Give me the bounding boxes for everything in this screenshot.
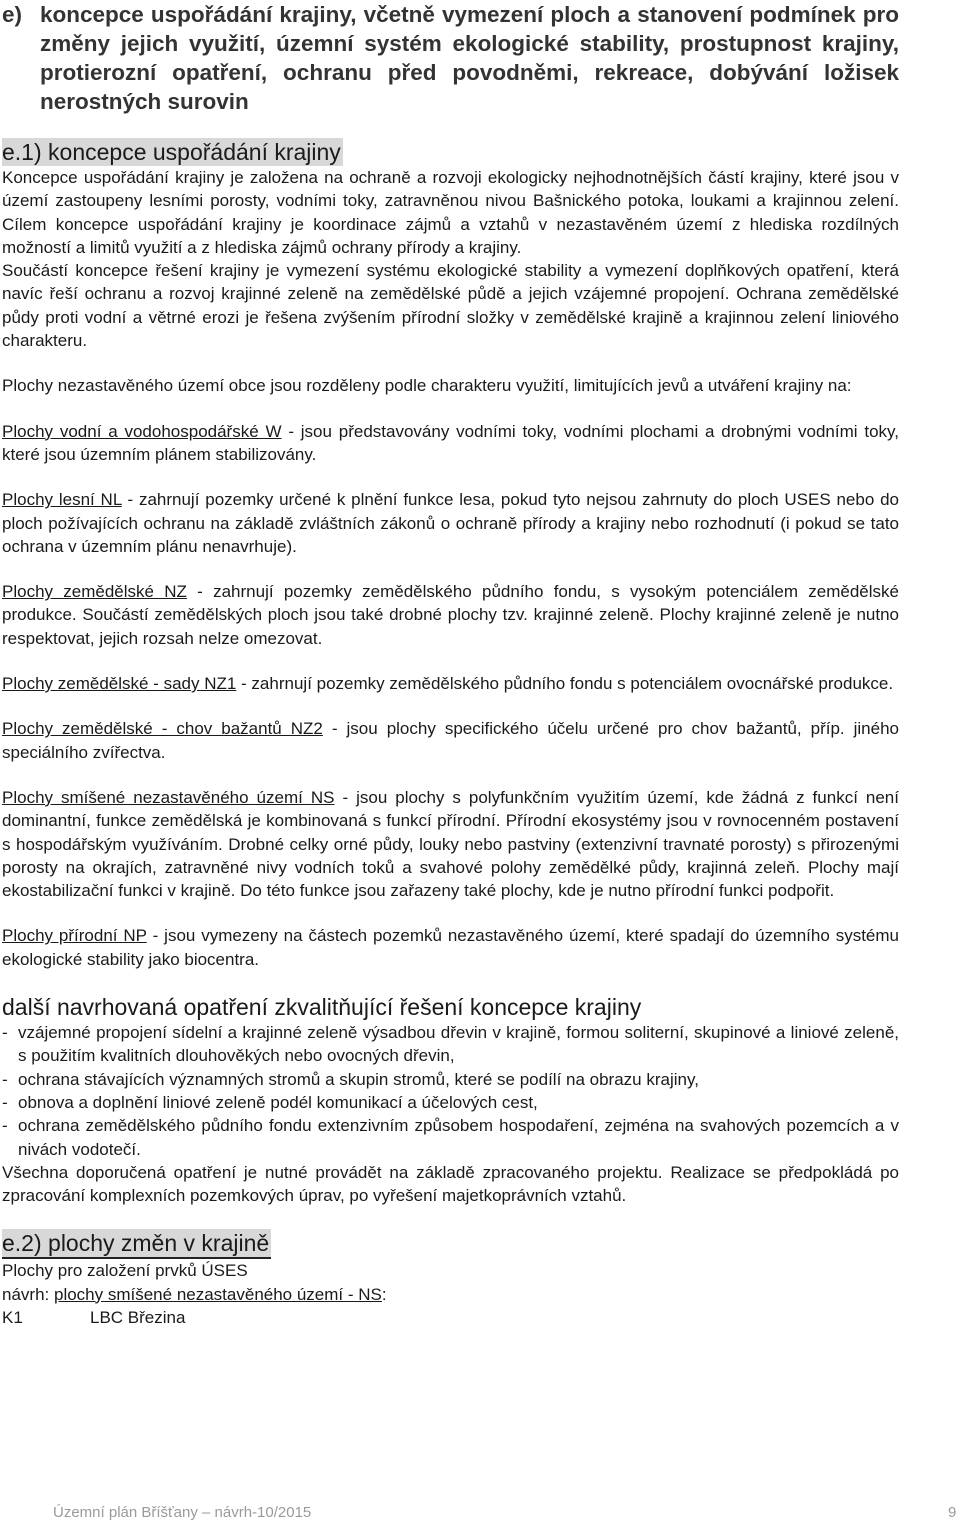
dash-bullet: -	[2, 1116, 8, 1136]
list-item: - ochrana zemědělského půdního fondu extenzivním způsobem hospodaření, zejména na svahových pozemcích a v nivách vodotečí.	[2, 1116, 899, 1159]
uses-line: Plochy pro založení prvků ÚSES	[2, 1261, 248, 1281]
paragraph: Plochy nezastavěného území obce jsou rozděleny podle charakteru využití, limitujících jevů a utváření krajiny na:	[2, 376, 852, 396]
dash-bullet: -	[2, 1092, 8, 1112]
paragraph: Koncepce uspořádání krajiny je založena na ochraně a rozvoji ekologicky nejhodnotnějších částí krajiny, které jsou v území zastoupeny lesními porosty, vodními toky, zatravněnou nivou Bašnického potoka, loukami a krajinnou zelení. Cílem koncepce uspořádání krajiny je koordinace zájmů a vztahů v nezastavěném území z hlediska rozdílných možností a limitů využití a z hlediska zájmů ochrany přírody a krajiny.	[2, 168, 899, 257]
plochy-ns-paragraph: Plochy smíšené nezastavěného území NS - jsou plochy s polyfunkčním využitím území, kde žádná z funkcí není dominantní, funkce zemědělská je kombinovaná s funkcí přírodní. Přírodní ekosystémy jsou v rovnocenném postavení s hospodářským využíváním. Drobné celky orné půdy, louky nebo pastviny (extenzivní travnaté porosty) s přirozenými porosty na okrajích, zatravněné nivy vodních toků a svahové polohy zemědělké půdy, krajinná zeleň. Plochy mají ekostabilizační funkci v krajině. Do této funkce jsou zařazeny také plochy, kde je nutno přírodní funkci podpořit.	[2, 787, 899, 901]
change-text: LBC Březina	[90, 1307, 186, 1327]
chapter-title: koncepce uspořádání krajiny, včetně vymezení ploch a stanovení podmínek pro změny jejich využití, územní systém ekologické stability, prostupnost krajiny, protierozní opatření, ochranu před povodněmi, rekreace, dobývání ložisek nerostných surovin	[40, 2, 899, 114]
measures-section	[2, 993, 899, 1207]
change-row	[2, 1306, 899, 1329]
page-number: 9	[948, 1504, 957, 1521]
plochy-nz-label: Plochy zemědělské NZ	[2, 582, 187, 602]
list-item: - obnova a doplnění liniové zeleně podél komunikací a účelových cest,	[2, 1091, 899, 1114]
footer-text: Územní plán Bříšťany – návrh-10/2015	[53, 1504, 312, 1521]
measures-heading: další navrhovaná opatření zkvalitňující řešení koncepce krajiny	[2, 994, 642, 1021]
plochy-nz2-paragraph: Plochy zemědělské - chov bažantů NZ2 - jsou plochy specifického účelu určené pro chov bažantů, příp. jiného speciálního zvířectva.	[2, 719, 899, 762]
plochy-nz1-paragraph: Plochy zemědělské - sady NZ1 - zahrnují pozemky zemědělského půdního fondu s potenciálem ovocnářské produkce.	[2, 674, 894, 694]
list-item: - vzájemné propojení sídelní a krajinné zeleně výsadbou dřevin v krajině, formou soliterní, skupinové a liniové zeleně, s použitím kvalitních dlouhověkých nebo ovocných dřevin,	[2, 1023, 899, 1066]
dash-bullet: -	[2, 1069, 8, 1089]
plochy-ns-label: Plochy smíšené nezastavěného území NS	[2, 787, 335, 807]
measures-list	[2, 1021, 899, 1161]
change-code: K1	[2, 1307, 23, 1327]
plochy-nl-label: Plochy lesní NL	[2, 490, 122, 510]
page-footer	[0, 1504, 960, 1526]
document-page	[2, 0, 899, 1329]
section-heading-e2: e.2) plochy změn v krajině	[2, 1229, 271, 1259]
proposal-link: plochy smíšené nezastavěného území - NS	[53, 1284, 382, 1304]
plochy-np-label: Plochy přírodní NP	[2, 926, 147, 946]
plochy-nz1-label: Plochy zemědělské - sady NZ1	[2, 674, 237, 694]
plochy-nz2-label: Plochy zemědělské - chov bažantů NZ2	[2, 719, 323, 739]
paragraph: Součástí koncepce řešení krajiny je vymezení systému ekologické stability a vymezení doplňkových opatření, která navíc řeší ochranu a rozvoj krajinné zeleně na zemědělské půdě a jejich vzájemné propojení. Ochrana zemědělské půdy proti vodní a větrné erozi je řešena zvýšením přírodní složky v zemědělské krajině a krajinnou zelení liniového charakteru.	[2, 261, 899, 351]
plochy-nz-paragraph: Plochy zemědělské NZ - zahrnují pozemky zemědělského půdního fondu, s vysokým potenciálem zemědělské produkce. Součástí zemědělských ploch jsou také drobné plochy tzv. krajinné zeleně. Plochy krajinné zeleně je nutno respektovat, jejich rozsah nelze omezovat.	[2, 582, 899, 648]
section-e2	[2, 1229, 899, 1329]
proposal-line: návrh: plochy smíšené nezastavěného území - NS:	[2, 1284, 387, 1304]
plochy-np-paragraph: Plochy přírodní NP - jsou vymezeny na částech pozemků nezastavěného území, které spadají do územního systému ekologické stability jako biocentra.	[2, 926, 899, 969]
section-heading-e1: e.1) koncepce uspořádání krajiny	[2, 139, 341, 165]
section-e1	[2, 138, 899, 971]
chapter-label: e)	[2, 2, 23, 27]
list-item: - ochrana stávajících významných stromů a skupin stromů, které se podílí na obrazu krajiny,	[2, 1068, 899, 1091]
plochy-nl-paragraph: Plochy lesní NL - zahrnují pozemky určené k plnění funkce lesa, pokud tyto nejsou zahrnuty do ploch USES nebo do ploch požívajících ochranu na základě zvláštních zákonů o ochraně přírody a krajiny nebo rozhodnutí (i pokud se tato ochrana v územním plánu nenavrhuje).	[2, 490, 900, 556]
paragraph: Všechna doporučená opatření je nutné provádět na základě zpracovaného projektu. Realizace se předpokládá po zpracování komplexních pozemkových úprav, po vyřešení majetkoprávních vztahů.	[2, 1162, 899, 1206]
dash-bullet: -	[2, 1023, 8, 1043]
plochy-w-paragraph: Plochy vodní a vodohospodářské W - jsou představovány vodními toky, vodními plochami a drobnými vodními toky, které jsou územním plánem stabilizovány.	[2, 421, 899, 464]
chapter-heading	[2, 0, 899, 116]
plochy-w-label: Plochy vodní a vodohospodářské W	[2, 421, 282, 441]
